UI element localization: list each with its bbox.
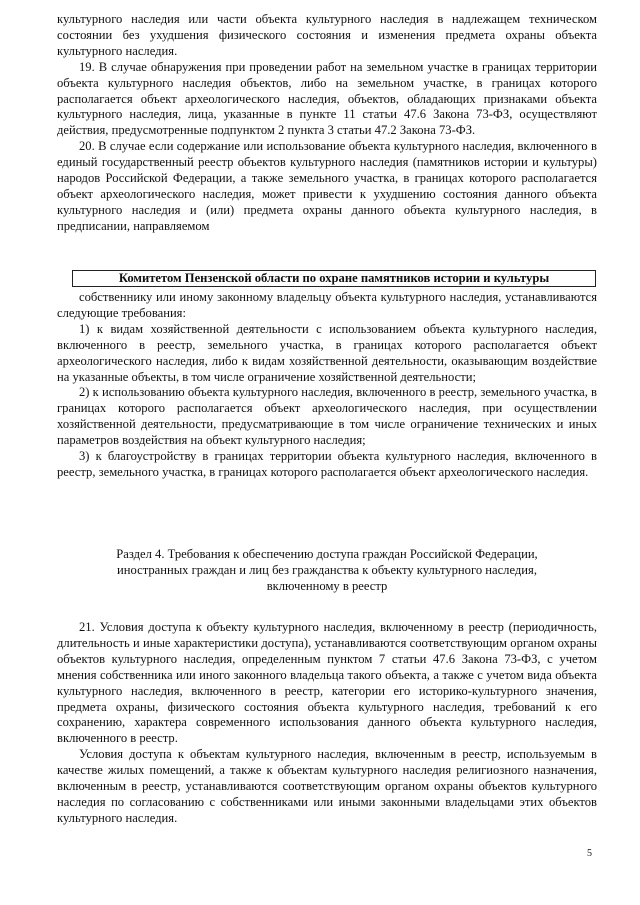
paragraph-21: 21. Условия доступа к объекту культурного наследия, включенному в реестр (периодичность, длительность и иные характеристики доступа), устанавливаются соответствующим органом охраны объектов культурного наследия, определенным пунктом 7 статьи 47.6 Закона 73-ФЗ, с учетом мнения собственника или иного законного владельца такого объекта, а также с учетом вида объекта культурного наследия, включенного в реестр, категории его историко-культурного значения, предмета охраны, физического состояния объекта культурного наследия, требований к его сохранению, характера современного использования данного объекта культурного наследия, включенного в реестр.: [57, 620, 597, 746]
paragraph-21-conditions: Условия доступа к объектам культурного наследия, включенным в реестр, используемым в качестве жилых помещений, а также к объектам культурного наследия религиозного назначения, включенным в реестр, устанавливаются соответствующим органом охраны объектов культурного наследия по согласованию с собственниками или иными законными владельцами этих объектов культурного наследия.: [57, 747, 597, 825]
section-4-heading: [57, 547, 597, 595]
text-block-top: [57, 12, 597, 235]
text-block-bottom: [57, 620, 597, 827]
section-title-line-3: включенному в реестр: [266, 578, 388, 593]
paragraph-20: 20. В случае если содержание или использование объекта культурного наследия, включенного в единый государственный реестр объектов культурного наследия (памятников истории и культуры) народов Российской Федерации, а также земельного участка, в границах которого располагается объект археологического наследия, может привести к ухудшению состояния данного объекта культурного наследия и (или) предмета охраны данного объекта культурного наследия, в предписании, направляемом: [57, 139, 597, 233]
text-block-requirements: [57, 290, 597, 481]
paragraph-20-continued: собственнику или иному законному владельцу объекта культурного наследия, устанавливаются следующие требования:: [57, 290, 597, 320]
requirement-item-1: 1) к видам хозяйственной деятельности с использованием объекта культурного наследия, включенного в реестр, земельного участка, в границах которого располагается объект археологического наследия, либо к видам хозяйственной деятельности, оказывающим воздействие на указанные объекты, в том числе ограничение хозяйственной деятельности;: [57, 321, 597, 384]
paragraph-19: 19. В случае обнаружения при проведении работ на земельном участке в границах территории объекта культурного наследия объектов, либо на земельном участке, в границах которого располагается объект археологического наследия, объектов, обладающих признаками объекта культурного наследия, лица, указанные в пункте 11 статьи 47.6 Закона 73-ФЗ, осуществляют действия, предусмотренные подпунктом 2 пункта 3 статьи 47.2 Закона 73-ФЗ.: [57, 59, 597, 138]
requirement-item-3: 3) к благоустройству в границах территории объекта культурного наследия, включенного в реестр, земельного участка, в границах которого располагается объект археологического наследия.: [57, 449, 597, 479]
authority-stamp: Комитетом Пензенской области по охране памятников истории и культуры: [72, 270, 596, 287]
section-title-line-1: Раздел 4. Требования к обеспечению доступа граждан Российской Федерации,: [116, 547, 538, 561]
section-title-line-2: иностранных граждан и лиц без гражданства к объекту культурного наследия,: [117, 562, 537, 577]
page-number: 5: [587, 848, 592, 859]
requirement-item-2: 2) к использованию объекта культурного наследия, включенного в реестр, земельного участка, в границах которого располагается объект археологического наследия, при осуществлении хозяйственной деятельности, предусматривающие в том числе ограничение технических и иных параметров воздействия на объект культурного наследия;: [57, 385, 597, 448]
paragraph-18-end: культурного наследия или части объекта культурного наследия в надлежащем техническом состоянии без ухудшения физического состояния и изменения предмета охраны объекта культурного наследия.: [57, 12, 597, 58]
